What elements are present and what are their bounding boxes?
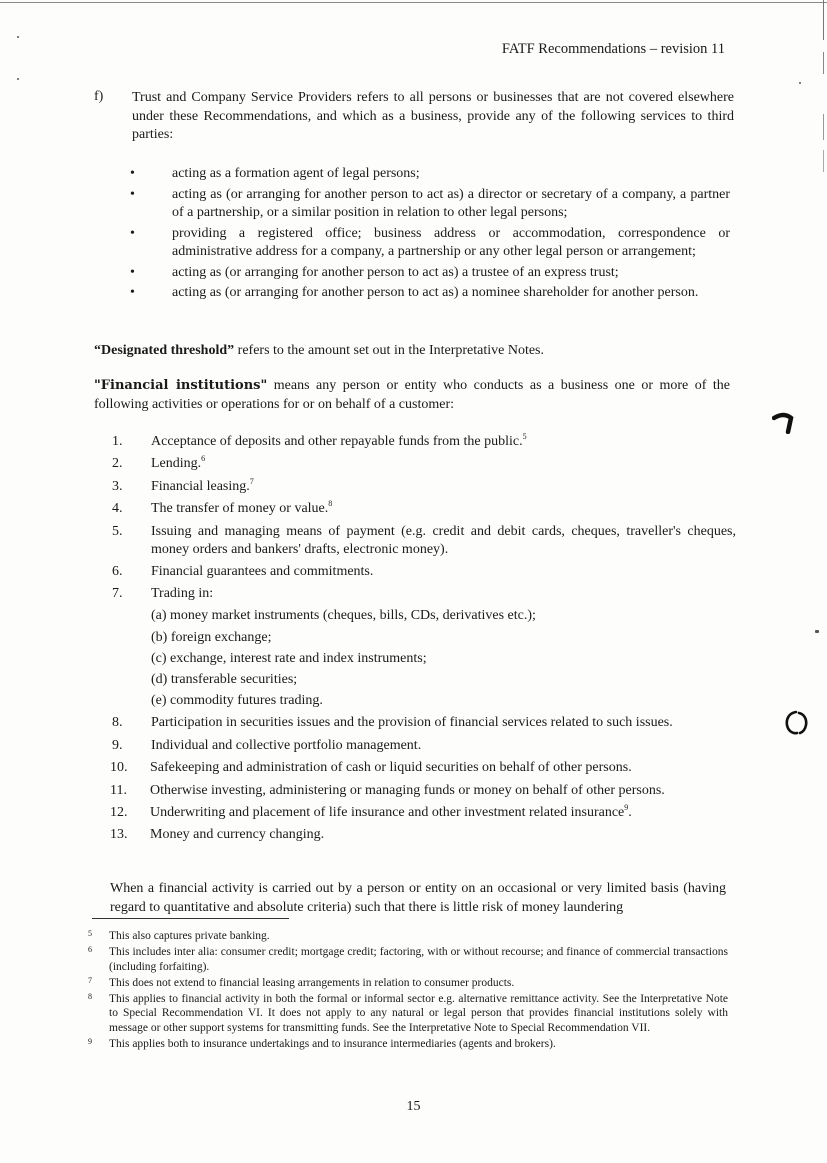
item-text: The transfer of money or value. [151,501,329,517]
scan-edge-line [823,52,824,74]
item-text: Issuing and managing means of payment (e.g. credit and debit cards, cheques, traveller's cheques, money orders and bankers' drafts, electronic money). [151,523,736,557]
tcsp-services-list [130,165,730,305]
footnote-ref: 5 [522,432,527,441]
footnote [88,929,728,944]
scan-speck [799,82,801,84]
definition-text: refers to the amount set out in the Interpretative Notes. [234,343,545,358]
footnote [88,945,728,974]
footnote-ref: 6 [201,454,206,464]
item-number: 12. [110,805,128,821]
scan-speck [17,78,19,80]
footnote-ref: 9 [624,803,629,813]
footnote-number: 6 [88,945,92,954]
list-item [108,563,736,581]
item-number: 5. [112,523,123,539]
item-text: Otherwise investing, administering or managing funds or money on behalf of other persons. [150,782,665,798]
footnote-number: 8 [88,991,92,1001]
list-item [130,284,730,303]
paragraph-f [94,89,734,145]
list-item [130,225,730,262]
list-item-text: acting as (or arranging for another person to act as) a director or secretary of a company, a partner of a partnership, or a similar position in relation to other legal persons; [172,186,730,220]
binder-hole-ring-icon [785,710,809,736]
bullet-icon: • [130,225,135,241]
list-item [108,455,736,473]
item-number: 1. [112,434,123,449]
footnote [88,992,728,1036]
footnote-number: 9 [88,1036,92,1046]
footnote-text: This also captures private banking. [109,930,270,942]
sub-item: (c) exchange, interest rate and index instruments; [151,650,427,666]
item-number: 3. [112,478,123,494]
bullet-icon: • [130,264,135,280]
bullet-icon: • [130,166,135,181]
item-number: 9. [112,737,123,753]
list-item [108,782,736,800]
sub-item: (a) money market instruments (cheques, bills, CDs, derivatives etc.); [151,608,536,624]
item-text: Money and currency changing. [150,827,325,843]
list-item [108,585,736,710]
sub-item: (e) commodity futures trading. [151,693,323,709]
footnote [88,976,728,991]
list-item [108,523,736,559]
running-header: FATF Recommendations – revision 11 [501,41,725,57]
item-number: 13. [110,827,128,843]
list-item [108,759,736,777]
item-text: Underwriting and placement of life insurance and other investment related insurance [150,805,625,821]
item-text: Lending. [151,456,202,472]
defined-term: "Financial institutions" [94,378,268,393]
definition-text: means any person or entity who conducts as a business one or more of the following activities or operations for or on behalf of a customer: [94,378,730,412]
list-item [130,264,730,283]
closing-paragraph: When a financial activity is carried out by a person or entity on an occasional or very limited basis (having regard to quantitative and absolute criteria) such that there is little risk of money laundering [110,881,726,915]
list-item [108,826,736,844]
item-number: 6. [112,563,123,579]
defined-term: “Designated threshold” [94,343,235,358]
item-number: 4. [112,501,123,517]
list-item-text: acting as (or arranging for another person to act as) a nominee shareholder for another person. [172,285,699,300]
scan-speck [17,36,19,38]
scan-speck [815,630,819,633]
definition-financial-institutions [94,377,730,414]
list-item [130,165,730,184]
footnote-separator [92,918,289,919]
item-number: 8. [112,715,123,731]
list-item [108,714,736,732]
scan-edge-line [823,150,824,172]
footnote-text: This applies both to insurance undertakings and to insurance intermediaries (agents and brokers). [109,1037,556,1050]
paragraph-label: f) [94,89,104,104]
list-item [108,478,736,496]
list-item [130,186,730,223]
footnote-text: This includes inter alia: consumer credit; mortgage credit; factoring, with or without recourse; and finance of commercial transactions (including forfaiting). [109,946,728,973]
list-item [108,500,736,518]
item-number: 2. [112,456,123,472]
list-item [108,737,736,755]
footnote [88,1037,728,1052]
scan-edge-line [823,114,824,140]
item-text: Safekeeping and administration of cash or liquid securities on behalf of other persons. [150,760,632,776]
list-item [108,433,736,451]
item-text: Trading in: [151,586,214,602]
scan-edge-line [823,0,824,40]
footnotes [88,929,728,1053]
page-number: 15 [406,1099,421,1114]
footnote-number: 7 [88,975,92,985]
list-item-text: acting as a formation agent of legal persons; [172,166,420,181]
item-text: Financial leasing. [151,478,250,494]
paragraph-text: Trust and Company Service Providers refers to all persons or businesses that are not covered elsewhere under these Recommendations, and which as a business, provide any of the following services to third parties: [132,90,734,142]
item-text: Participation in securities issues and the provision of financial services related to such issues. [151,715,673,731]
item-text: Acceptance of deposits and other repayable funds from the public. [151,434,523,449]
list-item [108,804,736,822]
item-number: 10. [110,760,128,776]
footnote-number: 5 [88,929,92,938]
scan-edge-line [0,2,827,3]
item-text: Financial guarantees and commitments. [151,563,374,579]
item-number: 11. [110,782,127,798]
list-item-text: acting as (or arranging for another person to act as) a trustee of an express trust; [172,264,619,280]
footnote-ref: 7 [249,476,254,486]
footnote-text: This applies to financial activity in both the formal or informal sector e.g. alternative remittance activity. See the Interpretative Note to Special Recommendation VI. It does not apply to any natural or legal person that provides financial institutions solely with message or other support systems for transmitting funds. See the Interpretative Note to Special Recommendation VII. [109,992,728,1034]
sub-item: (d) transferable securities; [151,671,298,687]
list-item-text: providing a registered office; business address or accommodation, correspondence or administrative address for a company, a partnership or any other legal person or arrangement; [172,225,730,259]
sub-item: (b) foreign exchange; [151,629,272,645]
footnote-ref: 8 [328,499,333,509]
bullet-icon: • [130,186,135,202]
item-number: 7. [112,586,123,602]
definition-designated-threshold [94,343,734,359]
item-text: Individual and collective portfolio management. [151,737,422,753]
binder-hole-mark-icon [772,412,796,434]
trading-subitems [151,607,736,710]
financial-activities-list [108,433,736,849]
footnote-text: This does not extend to financial leasing arrangements in relation to consumer products. [109,976,515,989]
item-punctuation: . [628,805,632,821]
bullet-icon: • [130,285,135,300]
